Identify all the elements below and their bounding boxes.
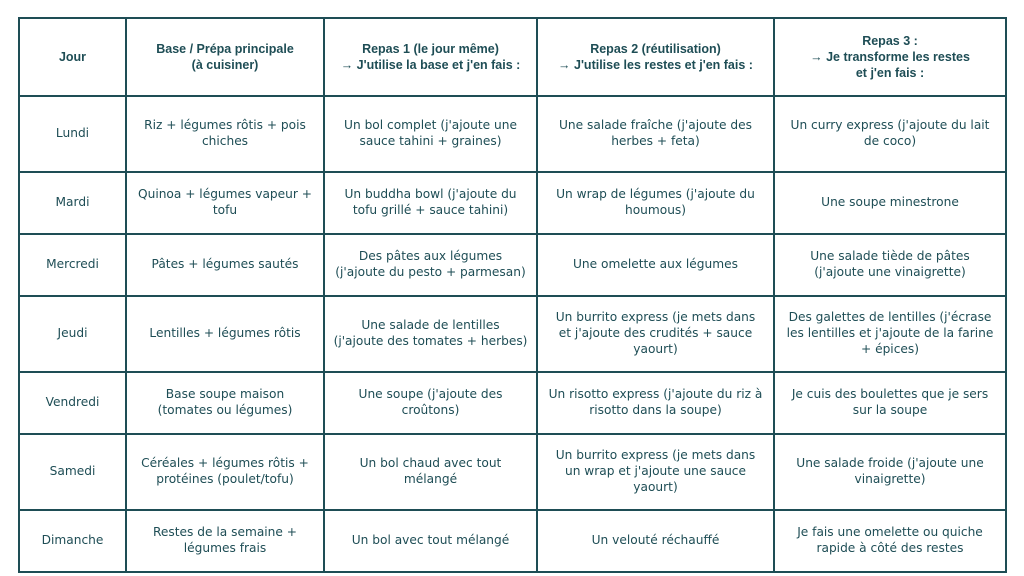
cell-repas1: Un bol avec tout mélangé (324, 510, 537, 572)
cell-repas3: Une soupe minestrone (774, 172, 1006, 234)
cell-base: Pâtes + légumes sautés (126, 234, 324, 296)
cell-repas1: Une soupe (j'ajoute des croûtons) (324, 372, 537, 434)
cell-base: Restes de la semaine + légumes frais (126, 510, 324, 572)
table-row-samedi (19, 434, 1006, 510)
cell-base: Quinoa + légumes vapeur + tofu (126, 172, 324, 234)
cell-repas3: Des galettes de lentilles (j'écrase les lentilles et j'ajoute de la farine + épices) (774, 296, 1006, 372)
table-header (19, 18, 1006, 96)
cell-repas1: Un bol complet (j'ajoute une sauce tahini + graines) (324, 96, 537, 172)
table-row-jeudi (19, 296, 1006, 372)
cell-base: Céréales + légumes rôtis + protéines (poulet/tofu) (126, 434, 324, 510)
table-body (19, 96, 1006, 572)
cell-repas3: Une salade tiède de pâtes (j'ajoute une vinaigrette) (774, 234, 1006, 296)
cell-repas2: Un velouté réchauffé (537, 510, 774, 572)
cell-repas2: Un burrito express (je mets dans et j'ajoute des crudités + sauce yaourt) (537, 296, 774, 372)
cell-jour: Vendredi (19, 372, 126, 434)
cell-repas2: Un wrap de légumes (j'ajoute du houmous) (537, 172, 774, 234)
table-row-dimanche (19, 510, 1006, 572)
cell-repas1: Un buddha bowl (j'ajoute du tofu grillé + sauce tahini) (324, 172, 537, 234)
header-base: Base / Prépa principale (à cuisiner) (126, 18, 324, 96)
cell-repas2: Un burrito express (je mets dans un wrap et j'ajoute une sauce yaourt) (537, 434, 774, 510)
cell-base: Lentilles + légumes rôtis (126, 296, 324, 372)
cell-jour: Mardi (19, 172, 126, 234)
cell-jour: Jeudi (19, 296, 126, 372)
cell-repas2: Un risotto express (j'ajoute du riz à risotto dans la soupe) (537, 372, 774, 434)
cell-repas3: Un curry express (j'ajoute du lait de coco) (774, 96, 1006, 172)
cell-base: Riz + légumes rôtis + pois chiches (126, 96, 324, 172)
cell-repas2: Une omelette aux légumes (537, 234, 774, 296)
table-row-mardi (19, 172, 1006, 234)
cell-jour: Lundi (19, 96, 126, 172)
cell-base: Base soupe maison (tomates ou légumes) (126, 372, 324, 434)
table-row-mercredi (19, 234, 1006, 296)
header-repas1: Repas 1 (le jour même) → J'utilise la base et j'en fais : (324, 18, 537, 96)
cell-repas3: Je cuis des boulettes que je sers sur la soupe (774, 372, 1006, 434)
cell-jour: Samedi (19, 434, 126, 510)
cell-repas1: Un bol chaud avec tout mélangé (324, 434, 537, 510)
cell-repas2: Une salade fraîche (j'ajoute des herbes + feta) (537, 96, 774, 172)
header-repas2: Repas 2 (réutilisation) → J'utilise les restes et j'en fais : (537, 18, 774, 96)
header-repas3: Repas 3 : → Je transforme les restes et j'en fais : (774, 18, 1006, 96)
cell-repas3: Je fais une omelette ou quiche rapide à côté des restes (774, 510, 1006, 572)
table-row-vendredi (19, 372, 1006, 434)
meal-plan-table (18, 17, 1007, 573)
cell-repas3: Une salade froide (j'ajoute une vinaigrette) (774, 434, 1006, 510)
table-row-lundi (19, 96, 1006, 172)
cell-jour: Dimanche (19, 510, 126, 572)
cell-repas1: Une salade de lentilles (j'ajoute des tomates + herbes) (324, 296, 537, 372)
cell-repas1: Des pâtes aux légumes (j'ajoute du pesto + parmesan) (324, 234, 537, 296)
header-jour: Jour (19, 18, 126, 96)
header-row (19, 18, 1006, 96)
cell-jour: Mercredi (19, 234, 126, 296)
